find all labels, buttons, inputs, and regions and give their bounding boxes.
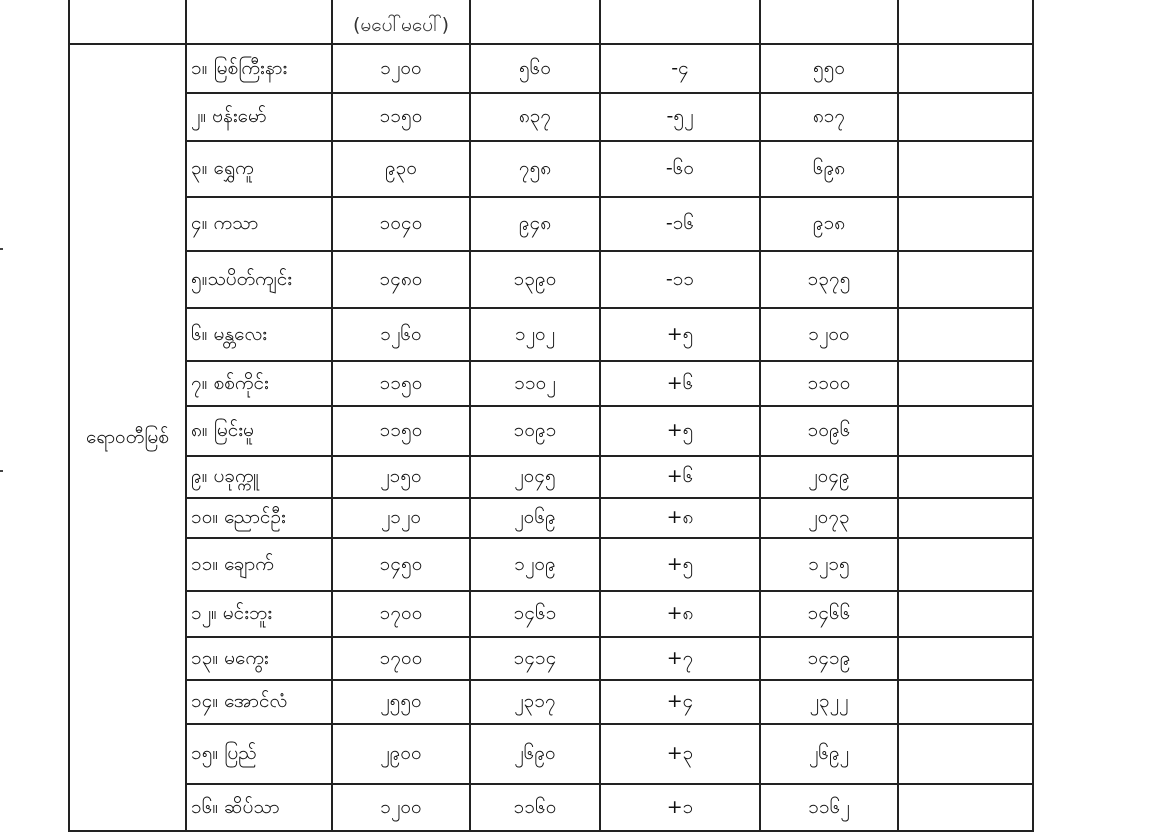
- value-cell: ၇၅၈: [470, 141, 600, 197]
- value-cell: ၅၆၀: [470, 44, 600, 93]
- value-cell: ၁၁၆၀: [470, 784, 600, 831]
- value-cell: ၁၁၀၀: [760, 361, 898, 406]
- value-cell: ၂၀၄၅: [470, 456, 600, 498]
- header-row: [69, 0, 1033, 44]
- value-cell: ၁၃၇၅: [760, 251, 898, 308]
- empty-cell: [898, 724, 1033, 784]
- table-row: [69, 197, 1033, 251]
- value-cell: ၁၄၁၉: [760, 637, 898, 680]
- table-row: [69, 538, 1033, 591]
- value-cell: ၂၀၇၃: [760, 498, 898, 538]
- value-cell: ၁၄၆၆: [760, 591, 898, 637]
- value-cell: ၁၂၀၀: [760, 308, 898, 361]
- margin-tick: [0, 248, 3, 250]
- value-cell: ၂၉၀၀: [332, 724, 470, 784]
- header-partial-caption: (မပေါ်မပေါ်): [353, 14, 449, 37]
- value-cell: +၅: [600, 406, 760, 456]
- header-cell-col5: [898, 0, 1033, 44]
- table-row: [69, 308, 1033, 361]
- station-name: ၁၄။ အောင်လံ: [186, 680, 332, 724]
- table-row: [69, 44, 1033, 93]
- value-cell: +၆: [600, 456, 760, 498]
- value-cell: +၄: [600, 680, 760, 724]
- value-cell: +၃: [600, 724, 760, 784]
- margin-tick: [0, 470, 3, 472]
- value-cell: ၂၆၉၀: [470, 724, 600, 784]
- value-cell: ၁၁၅၀: [332, 406, 470, 456]
- table-row: [69, 141, 1033, 197]
- empty-cell: [898, 197, 1033, 251]
- value-cell: ၁၄၅၀: [332, 538, 470, 591]
- station-name: ၁၆။ ဆိပ်သာ: [186, 784, 332, 831]
- empty-cell: [898, 93, 1033, 141]
- station-name: ၆။ မန္တလေး: [186, 308, 332, 361]
- value-cell: ၂၅၅၀: [332, 680, 470, 724]
- empty-cell: [898, 680, 1033, 724]
- value-cell: ၂၀၆၉: [470, 498, 600, 538]
- value-cell: -၁၁: [600, 251, 760, 308]
- header-cell-col1: [332, 0, 470, 44]
- station-name: ၁၃။ မကွေး: [186, 637, 332, 680]
- value-cell: ၈၁၇: [760, 93, 898, 141]
- empty-cell: [898, 591, 1033, 637]
- station-name: ၇။ စစ်ကိုင်း: [186, 361, 332, 406]
- table-row: [69, 637, 1033, 680]
- value-cell: ၁၀၉၆: [760, 406, 898, 456]
- value-cell: ၁၁၀၂: [470, 361, 600, 406]
- empty-cell: [898, 406, 1033, 456]
- value-cell: -၅၂: [600, 93, 760, 141]
- value-cell: ၁၁၆၂: [760, 784, 898, 831]
- empty-cell: [898, 308, 1033, 361]
- table-row: [69, 93, 1033, 141]
- value-cell: ၆၉၈: [760, 141, 898, 197]
- value-cell: ၅၅၀: [760, 44, 898, 93]
- value-cell: +၈: [600, 498, 760, 538]
- station-name: ၄။ ကသာ: [186, 197, 332, 251]
- station-name: ၁၂။ မင်းဘူး: [186, 591, 332, 637]
- value-cell: +၁: [600, 784, 760, 831]
- empty-cell: [898, 498, 1033, 538]
- region-cell: ရောဝတီမြစ်: [69, 44, 186, 831]
- table-row: [69, 680, 1033, 724]
- station-name: ၁၀။ ညောင်ဦး: [186, 498, 332, 538]
- value-cell: -၄: [600, 44, 760, 93]
- value-cell: ၁၀၉၁: [470, 406, 600, 456]
- empty-cell: [898, 456, 1033, 498]
- value-cell: ၁၂၀၉: [470, 538, 600, 591]
- value-cell: ၁၇၀၀: [332, 591, 470, 637]
- table-row: [69, 784, 1033, 831]
- value-cell: -၆၀: [600, 141, 760, 197]
- table-row: [69, 724, 1033, 784]
- table-row: [69, 361, 1033, 406]
- table-row: [69, 251, 1033, 308]
- empty-cell: [898, 637, 1033, 680]
- value-cell: ၁၂၀၀: [332, 784, 470, 831]
- empty-cell: [898, 784, 1033, 831]
- value-cell: ၁၄၆၁: [470, 591, 600, 637]
- value-cell: -၁၆: [600, 197, 760, 251]
- empty-cell: [898, 251, 1033, 308]
- value-cell: ၁၁၅၀: [332, 93, 470, 141]
- empty-cell: [898, 538, 1033, 591]
- value-cell: +၅: [600, 308, 760, 361]
- value-cell: ၁၂၀၀: [332, 44, 470, 93]
- header-cell-col4: [760, 0, 898, 44]
- value-cell: ၁၂၆၀: [332, 308, 470, 361]
- value-cell: ၂၆၉၂: [760, 724, 898, 784]
- header-cell-station: [186, 0, 332, 44]
- value-cell: ၁၂၀၂: [470, 308, 600, 361]
- value-cell: +၇: [600, 637, 760, 680]
- value-cell: ၂၁၅၀: [332, 456, 470, 498]
- station-name: ၁၅။ ပြည်: [186, 724, 332, 784]
- value-cell: ၁၄၁၄: [470, 637, 600, 680]
- table-row: [69, 456, 1033, 498]
- header-cell-col3: [600, 0, 760, 44]
- table-row: [69, 591, 1033, 637]
- value-cell: ၁၂၁၅: [760, 538, 898, 591]
- table-row: [69, 498, 1033, 538]
- station-name: ၉။ ပခုက္ကူ: [186, 456, 332, 498]
- station-name: ၃။ ရွှေကူ: [186, 141, 332, 197]
- value-cell: ၉၄၈: [470, 197, 600, 251]
- empty-cell: [898, 141, 1033, 197]
- value-cell: +၈: [600, 591, 760, 637]
- value-cell: ၂၃၁၇: [470, 680, 600, 724]
- value-cell: ၁၄၈၀: [332, 251, 470, 308]
- station-name: ၁။ မြစ်ကြီးနား: [186, 44, 332, 93]
- empty-cell: [898, 361, 1033, 406]
- value-cell: ၂၀၄၉: [760, 456, 898, 498]
- header-cell-region: [69, 0, 186, 44]
- station-name: ၈။ မြင်းမူ: [186, 406, 332, 456]
- value-cell: ၉၃၀: [332, 141, 470, 197]
- value-cell: ၂၁၂၀: [332, 498, 470, 538]
- value-cell: ၈၃၇: [470, 93, 600, 141]
- header-cell-col2: [470, 0, 600, 44]
- value-cell: ၉၁၈: [760, 197, 898, 251]
- value-cell: +၆: [600, 361, 760, 406]
- empty-cell: [898, 44, 1033, 93]
- station-name: ၂။ ဗန်းမော်: [186, 93, 332, 141]
- station-name: ၁၁။ ချောက်: [186, 538, 332, 591]
- river-level-table: [68, 0, 1034, 832]
- value-cell: ၂၃၂၂: [760, 680, 898, 724]
- value-cell: ၁၃၉၀: [470, 251, 600, 308]
- value-cell: ၁၁၅၀: [332, 361, 470, 406]
- value-cell: ၁၇၀၀: [332, 637, 470, 680]
- station-name: ၅။သပိတ်ကျင်း: [186, 251, 332, 308]
- table-row: [69, 406, 1033, 456]
- value-cell: ၁၀၄၀: [332, 197, 470, 251]
- value-cell: +၅: [600, 538, 760, 591]
